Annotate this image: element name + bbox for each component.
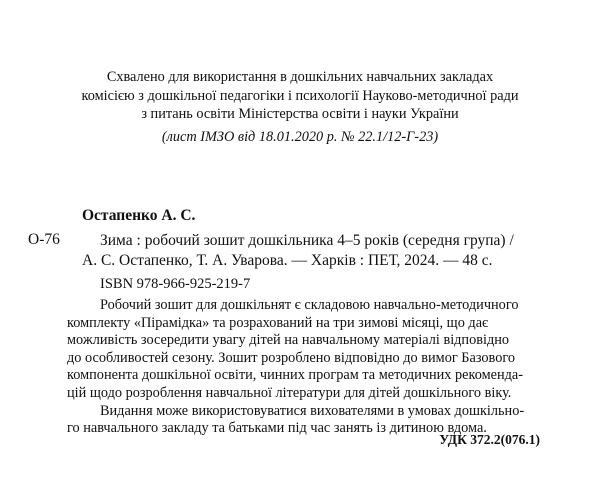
approval-line-2: комісією з дошкільної педагогіки і психології Науково-методичної ради <box>81 87 519 104</box>
udk-classification: УДК 372.2(076.1) <box>439 432 540 447</box>
approval-line-3: з питань освіти Міністерства освіти і науки України <box>141 106 459 122</box>
abstract-line-1: Робочий зошит для дошкільнят є складовою навчально-методичного <box>100 297 519 313</box>
abstract-line-4: до особливостей сезону. Зошит розроблено відповідно до вимог Базового <box>67 349 516 366</box>
approval-letter-reference: (лист ІМЗО від 18.01.2020 р. № 22.1/12-Г-23) <box>161 128 439 145</box>
bib-line-1: Зима : робочий зошит дошкільника 4–5 років (середня група) / <box>100 232 514 249</box>
abstract-line-6: цій щодо розроблення навчальної літератури для дітей дошкільного віку. <box>67 384 512 401</box>
approval-line-1: Схвалено для використання в дошкільних навчальних закладах <box>106 69 494 85</box>
author-heading: Остапенко А. С. <box>82 207 196 224</box>
author-code: О-76 <box>28 231 60 248</box>
abstract-line-3: можливість зосередити увагу дітей на навчальному матеріалі відповідно <box>67 332 510 349</box>
abstract-line-5: компонента дошкільної освіти, чинних програм та методичних рекоменда- <box>67 367 524 384</box>
abstract-line-2: комплекту «Пірамідка» та розрахований на три зимові місяці, що дає <box>67 314 489 331</box>
abstract-line-7: Видання може використовуватися вихователями в умовах дошкільно- <box>100 402 525 419</box>
approval-statement <box>60 68 540 146</box>
isbn-number: ISBN 978-966-925-219-7 <box>100 276 251 292</box>
abstract-paragraph <box>67 297 524 438</box>
bibliographic-description <box>82 231 514 271</box>
bib-line-2: А. С. Остапенко, Т. А. Уварова. — Харків : ПЕТ, 2024. — 48 с. <box>82 252 493 269</box>
abstract-line-8: го навчального закладу та батьками під час занять із дитиною вдома. <box>67 420 487 437</box>
